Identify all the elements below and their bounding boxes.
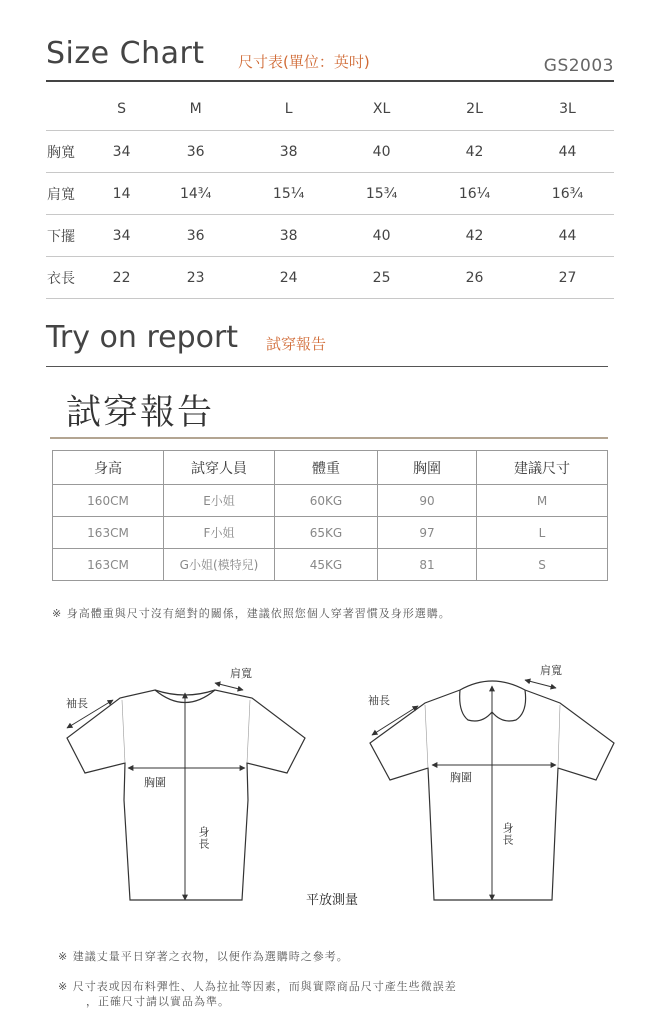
size-col-header: 3L bbox=[521, 88, 614, 131]
table-cell: 160CM bbox=[53, 485, 164, 517]
table-cell: 15¼ bbox=[242, 173, 335, 215]
length-label: 身長 bbox=[197, 826, 210, 850]
try-on-table bbox=[52, 450, 608, 581]
table-row bbox=[53, 549, 608, 581]
footer-note-2: ※ 尺寸表或因布料彈性、人為拉扯等因素，而與實際商品尺寸產生些微誤差 bbox=[58, 980, 457, 993]
flat-measure-caption: 平放測量 bbox=[306, 893, 359, 908]
table-cell: 14¾ bbox=[149, 173, 242, 215]
table-row bbox=[46, 131, 614, 173]
table-cell: 81 bbox=[378, 549, 477, 581]
table-cell: 40 bbox=[335, 131, 428, 173]
table-cell: 36 bbox=[149, 131, 242, 173]
length-label: 身長 bbox=[501, 822, 514, 846]
size-chart-subtitle: 尺寸表(單位：英吋) bbox=[238, 53, 370, 71]
table-cell: L bbox=[477, 517, 608, 549]
row-label: 胸寬 bbox=[46, 131, 94, 173]
table-cell: 16¾ bbox=[521, 173, 614, 215]
table-cell: 27 bbox=[521, 257, 614, 299]
crewneck-measure-arrows bbox=[67, 683, 245, 900]
crewneck-shirt-diagram bbox=[67, 690, 305, 900]
table-cell: 34 bbox=[94, 215, 149, 257]
table-cell: 34 bbox=[94, 131, 149, 173]
table-cell: 36 bbox=[149, 215, 242, 257]
report-col-header: 胸圍 bbox=[378, 451, 477, 485]
row-label: 衣長 bbox=[46, 257, 94, 299]
table-cell: F小姐 bbox=[164, 517, 275, 549]
try-on-heading: 試穿報告 bbox=[66, 393, 215, 433]
table-cell: 16¼ bbox=[428, 173, 521, 215]
product-code: GS2003 bbox=[543, 56, 614, 76]
size-table bbox=[46, 88, 614, 299]
table-row bbox=[46, 215, 614, 257]
try-on-title: Try on report bbox=[46, 320, 239, 355]
table-cell: 44 bbox=[521, 131, 614, 173]
table-cell: 163CM bbox=[53, 517, 164, 549]
report-col-header: 身高 bbox=[53, 451, 164, 485]
report-col-header: 體重 bbox=[275, 451, 378, 485]
table-cell: 97 bbox=[378, 517, 477, 549]
table-cell: 22 bbox=[94, 257, 149, 299]
chest-label: 胸圍 bbox=[144, 776, 166, 789]
table-row bbox=[53, 485, 608, 517]
try-on-note: ※ 身高體重與尺寸沒有絕對的關係，建議依照您個人穿著習慣及身形選購。 bbox=[52, 607, 451, 620]
table-cell: M bbox=[477, 485, 608, 517]
polo-measure-arrows bbox=[372, 680, 556, 900]
table-row bbox=[53, 517, 608, 549]
footer-note-2-cont: ，正確尺寸請以實品為準。 bbox=[86, 995, 230, 1008]
size-col-header: S bbox=[94, 88, 149, 131]
table-row bbox=[46, 257, 614, 299]
try-on-header bbox=[53, 451, 608, 485]
table-cell: 44 bbox=[521, 215, 614, 257]
size-col-header: L bbox=[242, 88, 335, 131]
shoulder-label: 肩寬 bbox=[540, 664, 562, 677]
table-row bbox=[46, 173, 614, 215]
table-cell: E小姐 bbox=[164, 485, 275, 517]
table-cell: 65KG bbox=[275, 517, 378, 549]
table-cell: S bbox=[477, 549, 608, 581]
row-label: 下擺 bbox=[46, 215, 94, 257]
sleeve-label: 袖長 bbox=[368, 694, 390, 707]
size-col-header: M bbox=[149, 88, 242, 131]
size-table-corner bbox=[46, 88, 94, 131]
table-cell: 60KG bbox=[275, 485, 378, 517]
table-cell: 14 bbox=[94, 173, 149, 215]
table-cell: 42 bbox=[428, 215, 521, 257]
table-cell: 42 bbox=[428, 131, 521, 173]
header-divider bbox=[46, 80, 614, 82]
table-cell: 38 bbox=[242, 131, 335, 173]
table-cell: 163CM bbox=[53, 549, 164, 581]
measurement-diagrams bbox=[0, 650, 650, 920]
size-table-header bbox=[46, 88, 614, 131]
table-cell: 24 bbox=[242, 257, 335, 299]
footer-note-1: ※ 建議丈量平日穿著之衣物，以便作為選購時之參考。 bbox=[58, 950, 349, 963]
size-col-header: XL bbox=[335, 88, 428, 131]
table-cell: 23 bbox=[149, 257, 242, 299]
try-on-divider bbox=[46, 366, 608, 367]
sleeve-label: 袖長 bbox=[66, 697, 88, 710]
table-cell: 25 bbox=[335, 257, 428, 299]
table-cell: 45KG bbox=[275, 549, 378, 581]
row-label: 肩寬 bbox=[46, 173, 94, 215]
chest-label: 胸圍 bbox=[450, 771, 472, 784]
table-cell: G小姐(模特兒) bbox=[164, 549, 275, 581]
report-col-header: 建議尺寸 bbox=[477, 451, 608, 485]
table-cell: 26 bbox=[428, 257, 521, 299]
table-cell: 38 bbox=[242, 215, 335, 257]
heading-underline bbox=[50, 437, 608, 439]
size-col-header: 2L bbox=[428, 88, 521, 131]
table-cell: 40 bbox=[335, 215, 428, 257]
shoulder-label: 肩寬 bbox=[230, 667, 252, 680]
size-chart-title: Size Chart bbox=[46, 36, 205, 71]
report-col-header: 試穿人員 bbox=[164, 451, 275, 485]
table-cell: 15¾ bbox=[335, 173, 428, 215]
try-on-subtitle: 試穿報告 bbox=[266, 335, 327, 353]
table-cell: 90 bbox=[378, 485, 477, 517]
